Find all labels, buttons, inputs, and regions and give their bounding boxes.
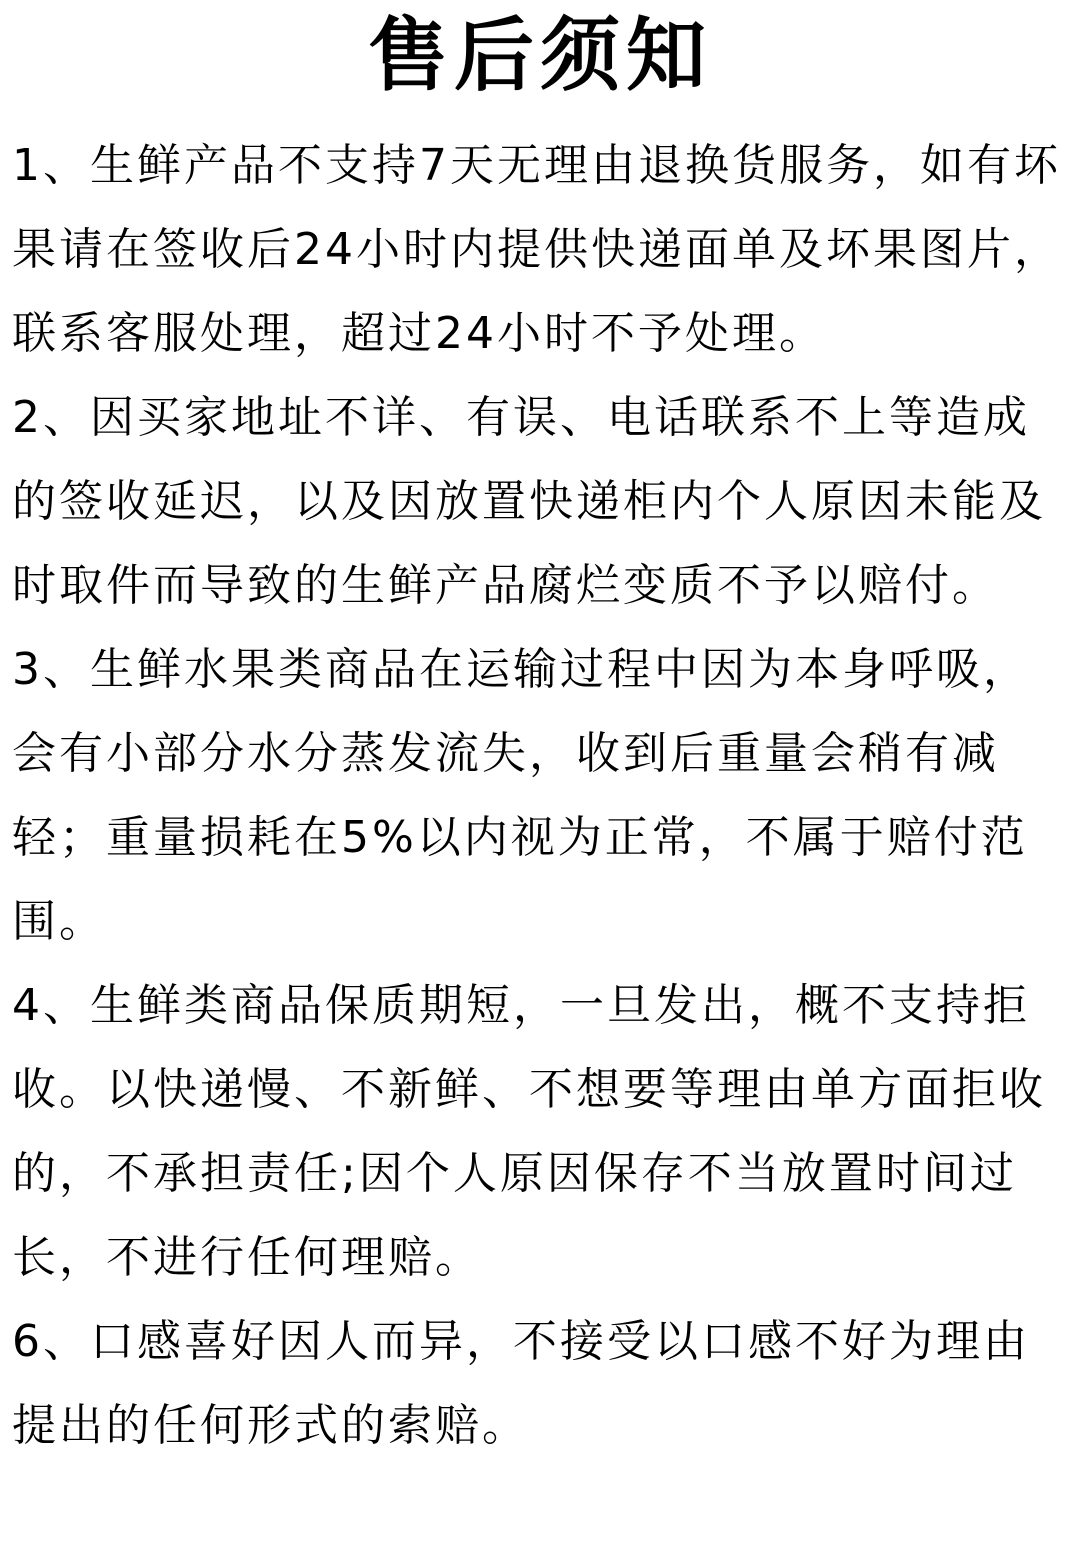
notice-line: 收。以快递慢、不新鲜、不想要等理由单方面拒收 [12,1064,1046,1115]
page-title: 售后须知 [368,9,712,102]
notice-line: 6、口感喜好因人而异，不接受以口感不好为理由 [12,1316,1030,1367]
notice-line: 联系客服处理，超过24小时不予处理。 [12,308,826,359]
notice-line: 1、生鲜产品不支持7天无理由退换货服务，如有坏 [12,140,1061,191]
notice-line: 会有小部分水分蒸发流失，收到后重量会稍有减 [12,728,999,779]
notice-line: 3、生鲜水果类商品在运输过程中因为本身呼吸， [12,644,1030,695]
notice-line: 长，不进行任何理赔。 [12,1232,482,1283]
notice-line: 提出的任何形式的索赔。 [12,1400,529,1451]
notice-line: 轻；重量损耗在5%以内视为正常，不属于赔付范 [12,812,1028,863]
notice-line: 的，不承担责任;因个人原因保存不当放置时间过 [12,1148,1017,1199]
notice-line: 4、生鲜类商品保质期短，一旦发出，概不支持拒 [12,980,1030,1031]
notice-line: 的签收延迟，以及因放置快递柜内个人原因未能及 [12,476,1046,527]
notice-line: 果请在签收后24小时内提供快递面单及坏果图片， [12,224,1061,275]
notice-line: 围。 [12,896,106,947]
notice-body [12,124,1061,1468]
notice-line: 2、因买家地址不详、有误、电话联系不上等造成 [12,392,1030,443]
notice-line: 时取件而导致的生鲜产品腐烂变质不予以赔付。 [12,560,999,611]
